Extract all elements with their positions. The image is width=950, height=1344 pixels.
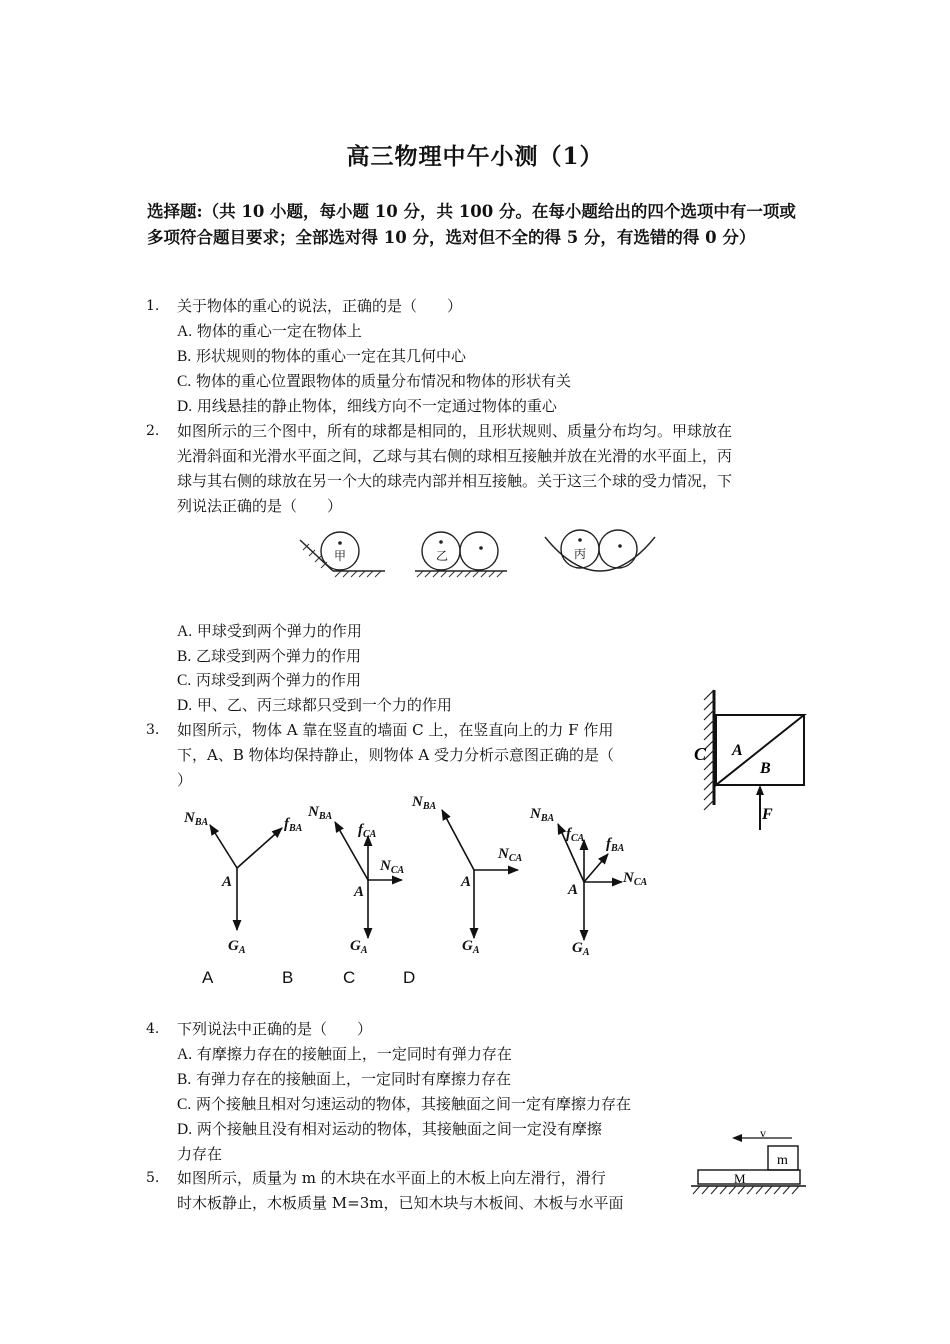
diagram-label: f [566, 826, 571, 842]
option-letter: A. [177, 1046, 193, 1063]
diagram-label: N [412, 794, 423, 810]
question-stem-line: 如图所示，物体 A 靠在竖直的墙面 C 上，在竖直向上的力 F 作用 [177, 721, 614, 739]
option-text: 有摩擦力存在的接触面上，一定同时有弹力存在 [196, 1045, 512, 1063]
wall-blocks-figure [692, 685, 842, 835]
option[interactable] [177, 1117, 602, 1143]
svg-text:fBA [284, 816, 303, 834]
option-letter: D. [177, 398, 193, 415]
option[interactable] [177, 369, 571, 395]
svg-text:fCA [358, 822, 377, 840]
question-stem-line: 球与其右侧的球放在另一个大的球壳内部并相互接触。关于这三个球的受力情况，下 [177, 472, 733, 490]
diagram-label-sub: BA [194, 817, 209, 828]
board-m-label: M [734, 1171, 746, 1186]
option-text: 乙球受到两个弹力的作用 [196, 647, 362, 665]
option[interactable] [177, 693, 452, 719]
option[interactable] [177, 1067, 511, 1093]
question-number: 3. [146, 722, 160, 738]
option-letter: B. [177, 348, 192, 365]
diagram-label-sub: BA [289, 823, 303, 834]
option[interactable] [177, 319, 362, 345]
block-m-label: m [777, 1153, 788, 1168]
question-number: 2. [146, 423, 160, 439]
option[interactable] [177, 644, 361, 670]
wall-label: C [694, 744, 707, 764]
force-diagram-a [210, 825, 282, 930]
diagram-label: N [184, 810, 195, 826]
diagram-label: N [530, 806, 541, 822]
option-text: 用线悬挂的静止物体，细线方向不一定通过物体的重心 [196, 397, 557, 415]
question-stem: 下列说法中正确的是（ ） [177, 1020, 373, 1038]
block-on-board-figure [688, 1128, 813, 1203]
diagram-label: N [498, 846, 509, 862]
diagram-label: A [568, 882, 579, 898]
diagram-label: N [623, 870, 634, 886]
option[interactable] [177, 1092, 631, 1118]
block-a-label: A [732, 742, 743, 759]
question-stem-line: 下，A、B 物体均保持静止，则物体 A 受力分析示意图正确的是（ [177, 746, 614, 764]
diagram-label-sub: CA [633, 877, 648, 888]
ball-label-bing: 丙 [574, 547, 587, 561]
diagram-label: G [462, 938, 473, 954]
svg-text:NBA [307, 804, 333, 822]
svg-text:GA [462, 938, 480, 956]
option-letter: C. [177, 672, 192, 689]
svg-text:fCA [566, 826, 585, 844]
option-letter: D. [177, 1121, 193, 1138]
option-text: 形状规则的物体的重心一定在其几何中心 [196, 347, 467, 365]
option-text: 物体的重心一定在物体上 [196, 322, 362, 340]
ball-label-jia: 甲 [334, 549, 347, 563]
option-text: 两个接触且没有相对运动的物体，其接触面之间一定没有摩擦 [196, 1120, 602, 1138]
option[interactable] [177, 619, 362, 645]
diagram-label-sub: A [472, 945, 480, 956]
diagram-label: A [461, 874, 472, 890]
diagram-label-sub: CA [363, 829, 377, 840]
option-text: 两个接触且相对匀速运动的物体，其接触面之间一定有摩擦力存在 [196, 1095, 632, 1113]
page-title: 高三物理中午小测（1） [346, 143, 604, 170]
question-number: 1. [146, 298, 160, 314]
question-stem: 关于物体的重心的说法，正确的是（ ） [177, 297, 463, 315]
option[interactable] [177, 394, 557, 420]
option[interactable] [177, 668, 361, 694]
option-letter-b[interactable]: B [282, 968, 294, 987]
diagram-label-sub: A [582, 947, 590, 958]
option-letter-c[interactable]: C [343, 968, 356, 987]
option-text: 甲球受到两个弹力的作用 [196, 622, 362, 640]
ball-label-yi: 乙 [436, 549, 449, 563]
svg-text:NBA [529, 806, 555, 824]
diagram-label: G [572, 940, 583, 956]
option-letter: A. [177, 323, 193, 340]
question-stem-line: 如图所示的三个图中，所有的球都是相同的，且形状规则、质量分布均匀。甲球放在 [177, 422, 733, 440]
diagram-label-sub: BA [540, 813, 555, 824]
option-letter: C. [177, 373, 192, 390]
option-letter: B. [177, 1071, 192, 1088]
force-f-label: F [762, 806, 773, 823]
diagram-label-sub: CA [390, 865, 405, 876]
block-b-label: B [760, 760, 771, 777]
svg-text:GA [228, 938, 246, 956]
question-stem-line: 列说法正确的是（ ） [177, 497, 343, 515]
option-letter-a[interactable]: A [202, 968, 214, 987]
option-letter: A. [177, 623, 193, 640]
diagram-label-sub: CA [571, 833, 585, 844]
option-text: 物体的重心位置跟物体的质量分布情况和物体的形状有关 [196, 372, 572, 390]
diagram-label: N [380, 858, 391, 874]
option-text: 有弹力存在的接触面上，一定同时有摩擦力存在 [196, 1070, 512, 1088]
velocity-label: v [760, 1128, 766, 1140]
svg-text:fBA [606, 836, 625, 854]
question-stem-line: ） [177, 771, 193, 789]
diagram-label: f [358, 822, 363, 838]
question-stem-line: 时木板静止，木板质量 M=3m，已知木块与木板间、木板与水平面 [177, 1194, 624, 1212]
diagram-label-sub: CA [508, 853, 523, 864]
question-number: 5. [146, 1170, 160, 1186]
diagram-label: A [354, 884, 365, 900]
svg-text:NCA [622, 870, 648, 888]
instructions: 选择题:（共 10 小题，每小题 10 分，共 100 分。在每小题给出的四个选项中有一项或多项符合题目要求；全部选对得 10 分，选对但不全的得 5 分，有选错的得 0 分） [147, 202, 796, 247]
svg-text:NBA [183, 810, 209, 828]
option-continuation: 力存在 [177, 1145, 223, 1163]
svg-text:GA [350, 938, 368, 956]
option-letter: C. [177, 1096, 192, 1113]
svg-text:NBA [411, 794, 437, 812]
diagram-label-sub: BA [318, 811, 333, 822]
svg-text:NCA [379, 858, 405, 876]
diagram-label: N [308, 804, 319, 820]
diagram-label-sub: A [360, 945, 368, 956]
question-number: 4. [146, 1021, 160, 1037]
diagram-label: f [284, 816, 289, 832]
two-balls-diagram [415, 532, 507, 577]
diagram-label-sub: BA [422, 801, 437, 812]
question-stem-line: 光滑斜面和光滑水平面之间，乙球与其右侧的球相互接触并放在光滑的水平面上，丙 [177, 447, 733, 465]
diagram-label: A [222, 874, 233, 890]
svg-text:NCA [497, 846, 523, 864]
force-diagram-c [442, 810, 518, 938]
option-letter: B. [177, 648, 192, 665]
svg-text:GA [572, 940, 590, 958]
option-letter: D. [177, 697, 193, 714]
force-diagrams [180, 790, 660, 960]
option[interactable] [177, 1042, 512, 1068]
option-letter-d[interactable]: D [403, 968, 416, 987]
diagram-label: G [228, 938, 239, 954]
balls-in-shell-diagram [545, 530, 655, 571]
question-stem-line: 如图所示，质量为 m 的木块在水平面上的木板上向左滑行，滑行 [177, 1169, 606, 1187]
diagram-label: G [350, 938, 361, 954]
diagram-label-sub: A [238, 945, 246, 956]
diagram-label-sub: BA [611, 843, 625, 854]
diagram-label: f [606, 836, 611, 852]
option-text: 丙球受到两个弹力的作用 [196, 671, 362, 689]
option-text: 甲、乙、丙三球都只受到一个力的作用 [196, 696, 452, 714]
balls-figure [295, 515, 665, 580]
option[interactable] [177, 344, 466, 370]
